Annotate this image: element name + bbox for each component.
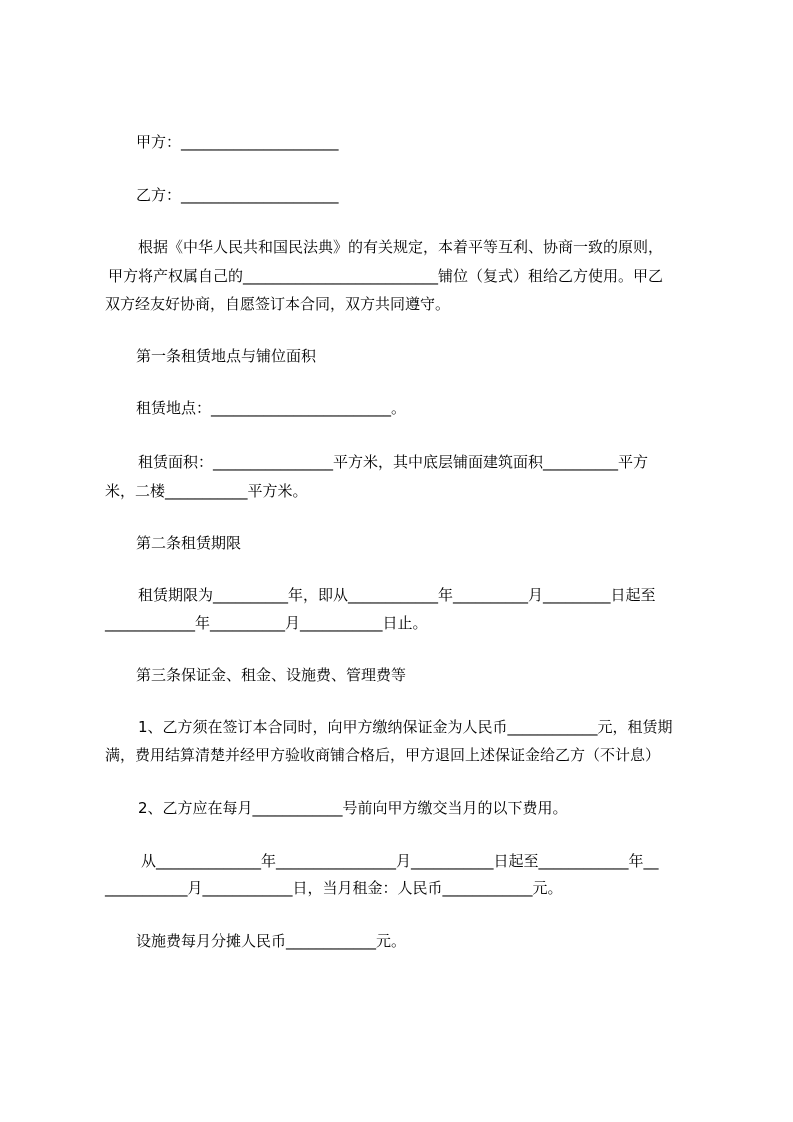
lease-term-line-1: 租赁期限为__________年，即从____________年__________月_________日起至 bbox=[138, 586, 656, 604]
deposit-line-1: 1、乙方须在签订本合同时，向甲方缴纳保证金为人民币____________元，租赁期 bbox=[138, 718, 673, 736]
lease-term-line-2: ____________年__________月___________日止。 bbox=[105, 614, 428, 632]
party-a-line: 甲方：_____________________ bbox=[136, 133, 339, 151]
lease-area-line-1: 租赁面积：________________平方米，其中底层铺面建筑面积__________平方 bbox=[138, 453, 649, 471]
lease-location-line: 租赁地点：________________________。 bbox=[136, 399, 407, 417]
party-b-line: 乙方：_____________________ bbox=[136, 186, 339, 204]
deposit-line-2: 满，费用结算清楚并经甲方验收商铺合格后，甲方退回上述保证金给乙方（不计息） bbox=[105, 746, 661, 764]
article-2-heading: 第二条租赁期限 bbox=[136, 534, 242, 552]
preamble-line-3: 双方经友好协商，自愿签订本合同，双方共同遵守。 bbox=[105, 295, 451, 313]
article-3-heading: 第三条保证金、租金、设施费、管理费等 bbox=[136, 666, 407, 684]
rent-period-line-1: 从______________年________________月___________日起至____________年__ bbox=[141, 852, 659, 870]
preamble-line-1: 根据《中华人民共和国民法典》的有关规定，本着平等互利、协商一致的原则， bbox=[138, 238, 664, 256]
rent-period-line-2: ___________月____________日，当月租金：人民币____________元。 bbox=[105, 879, 563, 897]
preamble-line-2: 甲方将产权属自己的__________________________铺位（复式）租给乙方使用。甲乙 bbox=[108, 267, 664, 285]
article-1-heading: 第一条租赁地点与铺位面积 bbox=[136, 347, 317, 365]
monthly-payment-line: 2、乙方应在每月____________号前向甲方缴交当月的以下费用。 bbox=[138, 799, 568, 817]
facility-fee-line: 设施费每月分摊人民币____________元。 bbox=[136, 932, 407, 950]
lease-area-line-2: 米，二楼___________平方米。 bbox=[105, 482, 308, 500]
